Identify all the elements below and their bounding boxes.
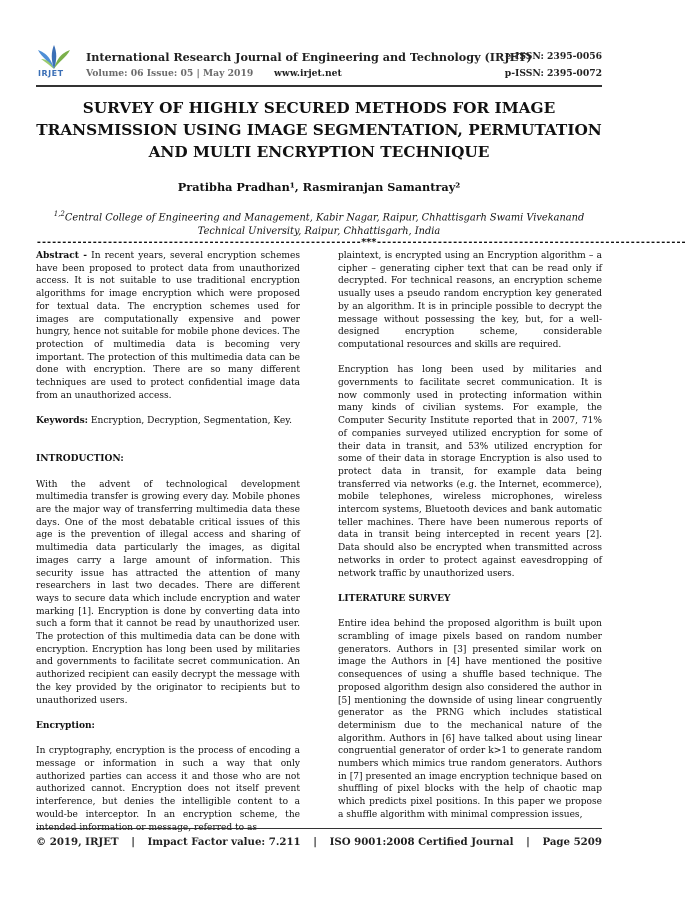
encryption-usage-paragraph: Encryption has long been used by militaries and governments to facilitate secret communication. It is now commonly used in protecting information within many kinds of civilian systems. For example, the Computer Security Institute reported that in 2007, 71% of companies surveyed utilized encryption for some of their data in transit, and 53% utilized encryption for some of their data in storage Encryption is also used to protect data in transit, for example data being transferred via networks (e.g. the Internet, ecommerce), mobile telephones, wireless microphones, wireless intercom systems, Bluetooth devices and bank automatic teller machines. There have been numerous reports of data in transit being intercepted in recent years [2]. Data should also be encrypted when transmitted across networks in order to protect against eavesdropping of network traffic by unauthorized users. bbox=[338, 365, 602, 579]
keywords-paragraph bbox=[36, 415, 300, 428]
footer-rule bbox=[36, 828, 602, 829]
p-issn: p-ISSN: 2395-0072 bbox=[504, 68, 602, 79]
right-column bbox=[338, 250, 602, 834]
volume-issue: Volume: 06 Issue: 05 | May 2019 bbox=[86, 68, 254, 79]
introduction-heading: INTRODUCTION: bbox=[36, 454, 124, 465]
abstract-text: In recent years, several encryption schemes have been proposed to protect data from unauthorized access. It is not suitable to use traditional encryption algorithms for image encryption which were proposed for textual data. The encryption schemes used for images are computationally expensive and power hungry, hence not suitable for mobile phone devices. The protection of multimedia data is becoming very important. The protection of this multimedia data can be done with encryption. There are so many different techniques are used to protect confidential image data from an unauthorized access. bbox=[36, 251, 300, 401]
journal-header bbox=[36, 44, 602, 84]
keywords-text: Encryption, Decryption, Segmentation, Key. bbox=[88, 416, 292, 427]
logo-text: IRJET bbox=[38, 69, 64, 78]
left-column bbox=[36, 250, 300, 847]
introduction-text: With the advent of technological development multimedia transfer is growing every day. Mobile phones are the major way of transferring multimedia data these days. One of the most debatable critical issues of this age is the prevention of illegal access and sharing of multimedia data particularly the images, as digital images carry a large amount of information. This security issue has attracted the attention of many researchers in last two decades. There are different ways to secure data which include encryption and water marking [1]. Encryption is done by converting data into such a form that it cannot be read by unauthorized user. The protection of this multimedia data can be done with encryption. Encryption has long been used by militaries and governments to facilitate secret communication. An authorized recipient can easily decrypt the message with the key provided by the originator to recipients but to unauthorized users. bbox=[36, 479, 300, 706]
footer-copyright: © 2019, IRJET bbox=[36, 836, 119, 848]
abstract-paragraph bbox=[36, 250, 300, 402]
paper-authors: Pratibha Pradhan¹, Rasmiranjan Samantray² bbox=[177, 180, 461, 194]
abstract-label: Abstract - bbox=[36, 251, 88, 261]
footer-iso: ISO 9001:2008 Certified Journal bbox=[329, 836, 514, 848]
keywords-label: Keywords: bbox=[36, 416, 89, 427]
footer-divider: | bbox=[131, 836, 135, 848]
affiliation-superscript: 1,2 bbox=[53, 210, 65, 218]
e-issn: e-ISSN: 2395-0056 bbox=[505, 51, 602, 62]
footer-impact-factor: Impact Factor value: 7.211 bbox=[147, 836, 301, 848]
paper-title: SURVEY OF HIGHLY SECURED METHODS FOR IMAGE TRANSMISSION USING IMAGE SEGMENTATION, PERMUTATION AND MULTI ENCRYPTION TECHNIQUE bbox=[36, 99, 602, 161]
spacer bbox=[36, 441, 300, 454]
encryption-text: In cryptography, encryption is the process of encoding a message or information in such a way that only authorized parties can access it and those who are not authorized cannot. Encryption does not itself prevent interference, but denies the intelligible content to a would-be interceptor. In an encryption scheme, the bbox=[36, 746, 300, 820]
section-separator: ----------------------------------------------------------------***------------------------------------------------------------- bbox=[36, 237, 686, 248]
irjet-logo bbox=[36, 44, 72, 82]
journal-website[interactable]: www.irjet.net bbox=[274, 68, 342, 79]
footer-page-number: Page 5209 bbox=[542, 836, 602, 848]
header-rule bbox=[36, 85, 602, 87]
footer-divider: | bbox=[526, 836, 530, 848]
affiliation-text: Central College of Engineering and Management, Kabir Nagar, Raipur, Chhattisgarh Swami Vivekanand Technical University, Raipur, Chhattisgarh, India bbox=[64, 212, 585, 238]
literature-survey-heading: LITERATURE SURVEY bbox=[338, 593, 451, 604]
page-footer bbox=[36, 836, 602, 848]
journal-title: International Research Journal of Engineering and Technology (IRJET) bbox=[86, 50, 532, 64]
footer-divider: | bbox=[313, 836, 317, 848]
literature-survey-text: Entire idea behind the proposed algorithm is built upon scrambling of image pixels based on random number generators. Authors in [3] presented similar work on image the Authors in [4] have mentioned the positive consequences of using a shuffle based technique. The proposed algorithm design also considered the author in [5] mentioning the downside of using linear congruently generator as the PRNG which includes statistical determinism due to the mechanical nature of the algorithm. Authors in [6] have talked about using linear congruential generator of order k>1 to generate random numbers which mimics true random generators. Authors in [7] presented an image encryption technique based on shuffling of pixel blocks with the help of chaotic map which predicts pixel positions. In this paper we propose a shuffle algorithm with minimal compression issues, bbox=[338, 619, 602, 820]
encryption-heading: Encryption: bbox=[36, 720, 95, 731]
leaf-logo-icon bbox=[36, 44, 72, 70]
author-affiliation bbox=[30, 207, 608, 239]
plaintext-paragraph: plaintext, is encrypted using an Encryption algorithm – a cipher – generating cipher text that can be read only if decrypted. For technical reasons, an encryption scheme usually uses a pseudo random encryption key generated by an algorithm. It is in principle possible to decrypt the message without possessing the key, but, for a well-designed encryption scheme, considerable computational resources and skills are required. bbox=[338, 251, 602, 350]
